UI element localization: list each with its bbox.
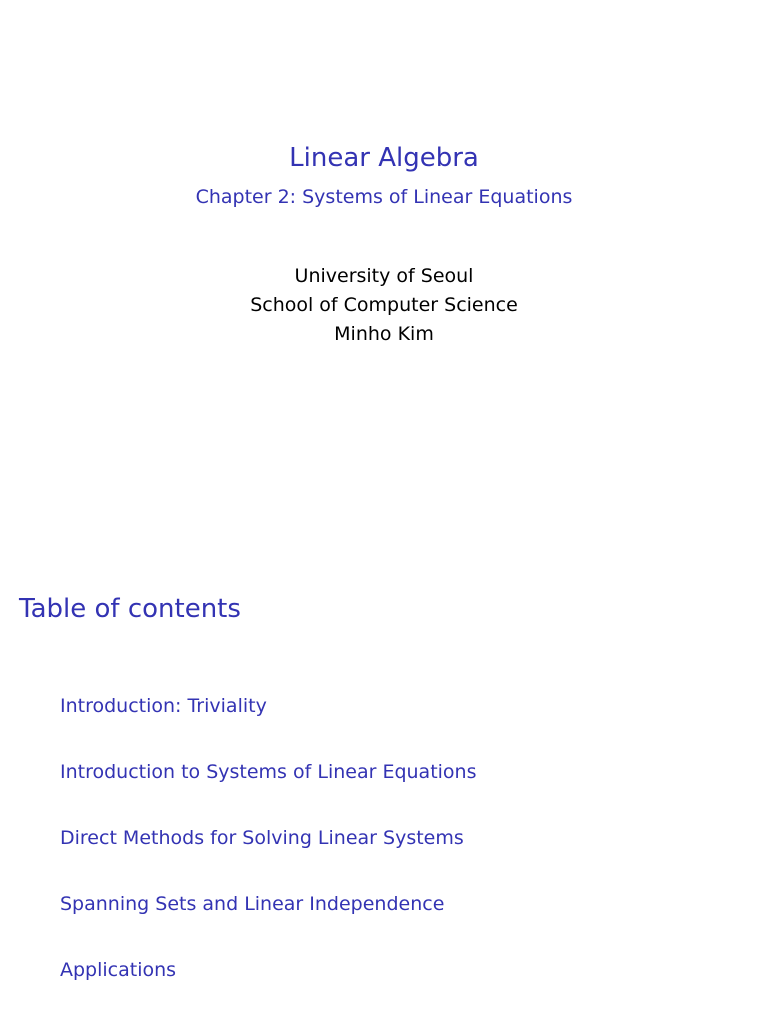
slide-title: Linear Algebra: [289, 143, 479, 173]
author-name: Minho Kim: [334, 323, 434, 345]
school-name: School of Computer Science: [250, 294, 518, 316]
author-block: [0, 262, 768, 349]
university-name: University of Seoul: [294, 265, 474, 287]
toc-list: [60, 692, 477, 1022]
toc-heading: Table of contents: [19, 594, 241, 624]
toc-item-direct-methods[interactable]: Direct Methods for Solving Linear Systems: [60, 827, 464, 849]
toc-item-spanning-sets[interactable]: Spanning Sets and Linear Independence: [60, 893, 445, 915]
slide-subtitle: Chapter 2: Systems of Linear Equations: [195, 186, 573, 208]
toc-item-intro-systems-linear-equations[interactable]: Introduction to Systems of Linear Equations: [60, 761, 477, 783]
toc-item-applications[interactable]: Applications: [60, 959, 177, 981]
toc-item-introduction-triviality[interactable]: Introduction: Triviality: [60, 695, 267, 717]
